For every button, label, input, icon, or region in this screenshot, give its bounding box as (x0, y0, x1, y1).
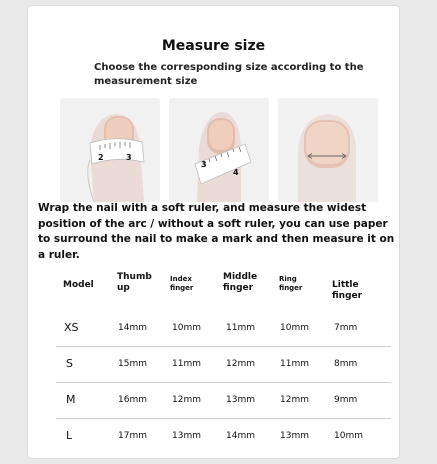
photo-thumb-ruler (60, 98, 160, 202)
cell-little: 8mm (334, 359, 358, 369)
header-thumb-line: Thumb (117, 272, 152, 282)
header-middle-line: Middle (223, 272, 258, 282)
ruler-mark: 4 (233, 168, 239, 177)
photo-nail-width (278, 98, 378, 202)
instructions-line: position of the arc / without a soft ruler, you can use paper (38, 217, 388, 230)
cell-thumb: 16mm (118, 395, 147, 405)
cell-index: 13mm (172, 431, 201, 441)
cell-model: XS (64, 321, 79, 334)
header-ring-line: Ring (279, 275, 297, 283)
subtitle-line: measurement size (94, 76, 198, 87)
header-ring (279, 275, 302, 293)
header-index-line: finger (170, 284, 194, 292)
instructions-line: a ruler. (38, 248, 80, 261)
header-index-line: Index (170, 275, 192, 283)
cell-little: 7mm (334, 323, 358, 333)
cell-thumb: 17mm (118, 431, 147, 441)
page-title: Measure size (161, 38, 266, 54)
header-middle (223, 272, 257, 294)
cell-ring: 12mm (280, 395, 309, 405)
header-model: Model (63, 280, 94, 290)
header-middle-line: finger (223, 283, 254, 293)
subtitle (94, 61, 364, 89)
ruler-mark: 2 (98, 153, 104, 162)
finger-illustration-icon (60, 98, 160, 202)
header-thumb (117, 272, 152, 294)
cell-index: 10mm (172, 323, 201, 333)
cell-middle: 13mm (226, 395, 255, 405)
size-guide-card (28, 6, 399, 458)
ruler-mark: 3 (126, 153, 132, 162)
cell-ring: 13mm (280, 431, 309, 441)
cell-model: L (66, 429, 73, 442)
table-row (56, 347, 391, 383)
ruler-mark: 3 (201, 160, 207, 169)
instructions-line: Wrap the nail with a soft ruler, and measure the widest (38, 202, 367, 214)
header-ring-line: finger (279, 284, 303, 292)
instructions (38, 201, 399, 263)
instructions-line: to surround the nail to make a mark and then measure it on (38, 233, 395, 245)
table-row (56, 419, 391, 455)
table-row (56, 311, 391, 347)
header-thumb-line: up (117, 283, 130, 293)
cell-little: 9mm (334, 395, 358, 405)
cell-index: 12mm (172, 395, 201, 405)
finger-illustration-icon (169, 98, 269, 202)
cell-ring: 11mm (280, 359, 309, 369)
cell-middle: 14mm (226, 431, 255, 441)
header-index (170, 275, 193, 293)
header-little: Little finger (332, 280, 363, 301)
cell-little: 10mm (334, 431, 363, 441)
measurement-photos (28, 98, 399, 206)
cell-middle: 12mm (226, 359, 255, 369)
photo-index-ruler (169, 98, 269, 202)
table-row (56, 383, 391, 419)
cell-middle: 11mm (226, 323, 255, 333)
cell-thumb: 14mm (118, 323, 147, 333)
cell-model: S (66, 357, 73, 370)
cell-model: M (66, 393, 76, 406)
cell-thumb: 15mm (118, 359, 147, 369)
nail-width-illustration-icon (278, 98, 378, 202)
cell-index: 11mm (172, 359, 201, 369)
subtitle-line: Choose the corresponding size according to the (94, 62, 364, 73)
cell-ring: 10mm (280, 323, 309, 333)
